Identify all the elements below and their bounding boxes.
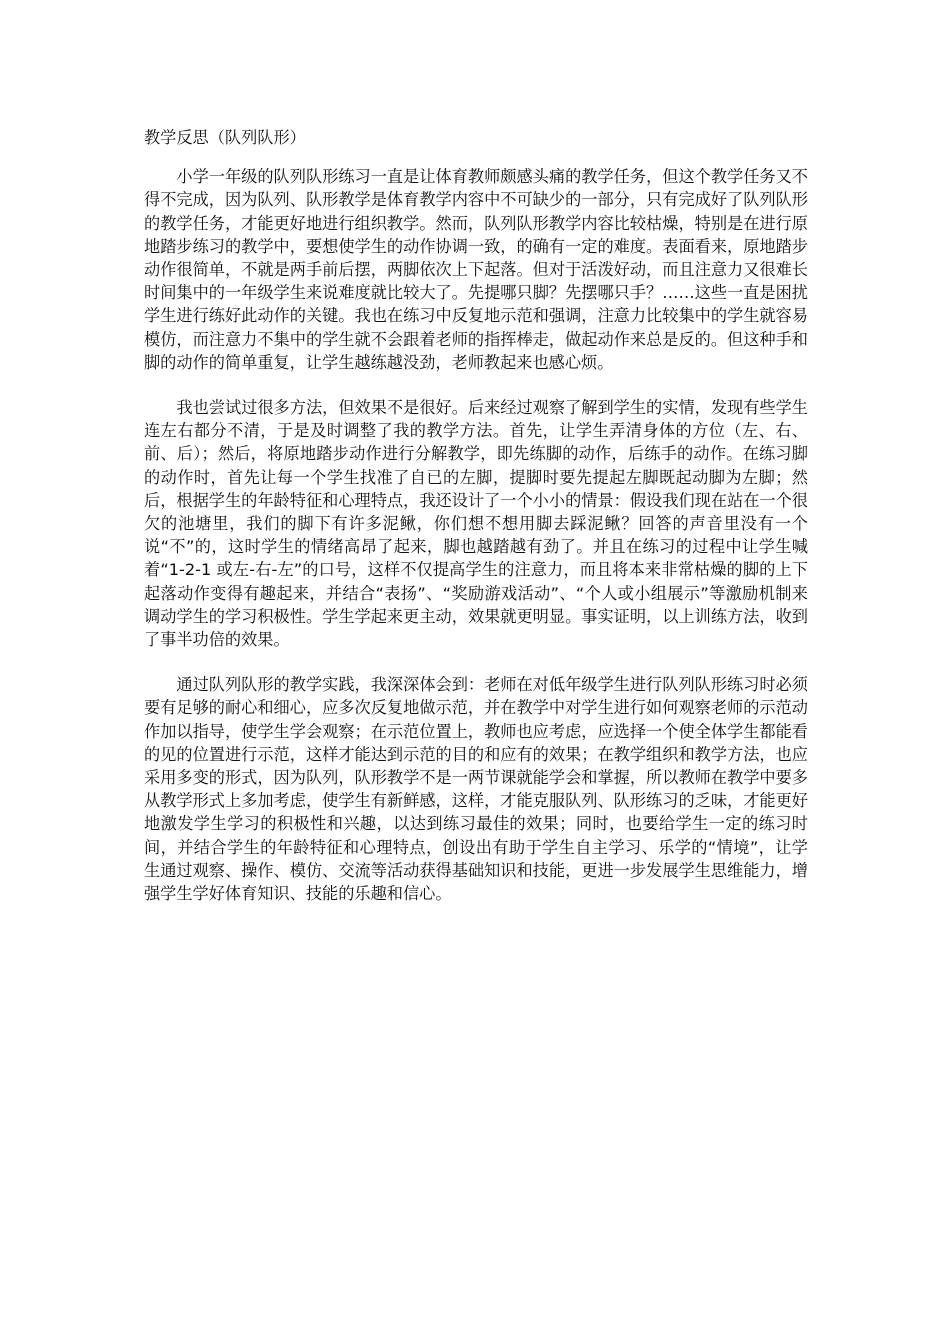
document-body — [144, 126, 808, 927]
paragraph-2: 我也尝试过很多方法，但效果不是很好。后来经过观察了解到学生的实情，发现有些学生连左右都分不清，于是及时调整了我的教学方法。首先，让学生弄清身体的方位（左、右、前、后）；然后，将原地踏步动作进行分解教学，即先练脚的动作，后练手的动作。在练习脚的动作时，首先让每一个学生找准了自已的左脚，提脚时要先提起左脚既起动脚为左脚；然后，根据学生的年龄特征和心理特点，我还设计了一个小小的情景：假设我们现在站在一个很欠的池塘里，我们的脚下有许多泥鳅，你们想不想用脚去踩泥鳅？回答的声音里没有一个说“不”的，这时学生的情绪高昂了起来，脚也越踏越有劲了。并且在练习的过程中让学生喊着“1-2-1 或左-右-左”的口号，这样不仅提高学生的注意力，而且将本来非常枯燥的脚的上下起落动作变得有趣起来，并结合“表扬”、“奖励游戏活动”、“个人或小组展示”等激励机制来调动学生的学习积极性。学生学起来更主动，效果就更明显。事实证明，以上训练方法，收到了事半功倍的效果。 — [144, 398, 808, 650]
document-title: 教学反思（队列队形） — [144, 128, 306, 147]
paragraph-3: 通过队列队形的教学实践，我深深体会到：老师在对低年级学生进行队列队形练习时必须要有足够的耐心和细心，应多次反复地做示范，并在教学中对学生进行如何观察老师的示范动作加以指导，使学生学会观察；在示范位置上，教师也应考虑，应选择一个使全体学生都能看的见的位置进行示范，这样才能达到示范的目的和应有的效果；在教学组织和教学方法，也应采用多变的形式，因为队列，队形教学不是一两节课就能学会和掌握，所以教师在教学中要多从教学形式上多加考虑，使学生有新鲜感，这样，才能克服队列、队形练习的乏味，才能更好地激发学生学习的积极性和兴趣，以达到练习最佳的效果；同时，也要给学生一定的练习时间，并结合学生的年龄特征和心理特点，创设出有助于学生自主学习、乐学的“情境”，让学生通过观察、操作、模仿、交流等活动获得基础知识和技能，更进一步发展学生思维能力，增强学生学好体育知识、技能的乐趣和信心。 — [144, 675, 808, 904]
paragraph-1: 小学一年级的队列队形练习一直是让体育教师颇感头痛的教学任务，但这个教学任务又不得不完成，因为队列、队形教学是体育教学内容中不可缺少的一部分，只有完成好了队列队形的教学任务，才能更好地进行组织教学。然而，队列队形教学内容比较枯燥，特别是在进行原地踏步练习的教学中，要想使学生的动作协调一致，的确有一定的难度。表面看来，原地踏步动作很简单，不就是两手前后摆，两脚依次上下起落。但对于活泼好动，而且注意力又很难长时间集中的一年级学生来说难度就比较大了。先提哪只脚？先摆哪只手？……这些一直是困扰学生进行练好此动作的关键。我也在练习中反复地示范和强调，注意力比较集中的学生就容易模仿，而注意力不集中的学生就不会跟着老师的指挥棒走，做起动作来总是反的。但这种手和脚的动作的简单重复，让学生越练越没劲，老师教起来也感心烦。 — [144, 167, 808, 372]
